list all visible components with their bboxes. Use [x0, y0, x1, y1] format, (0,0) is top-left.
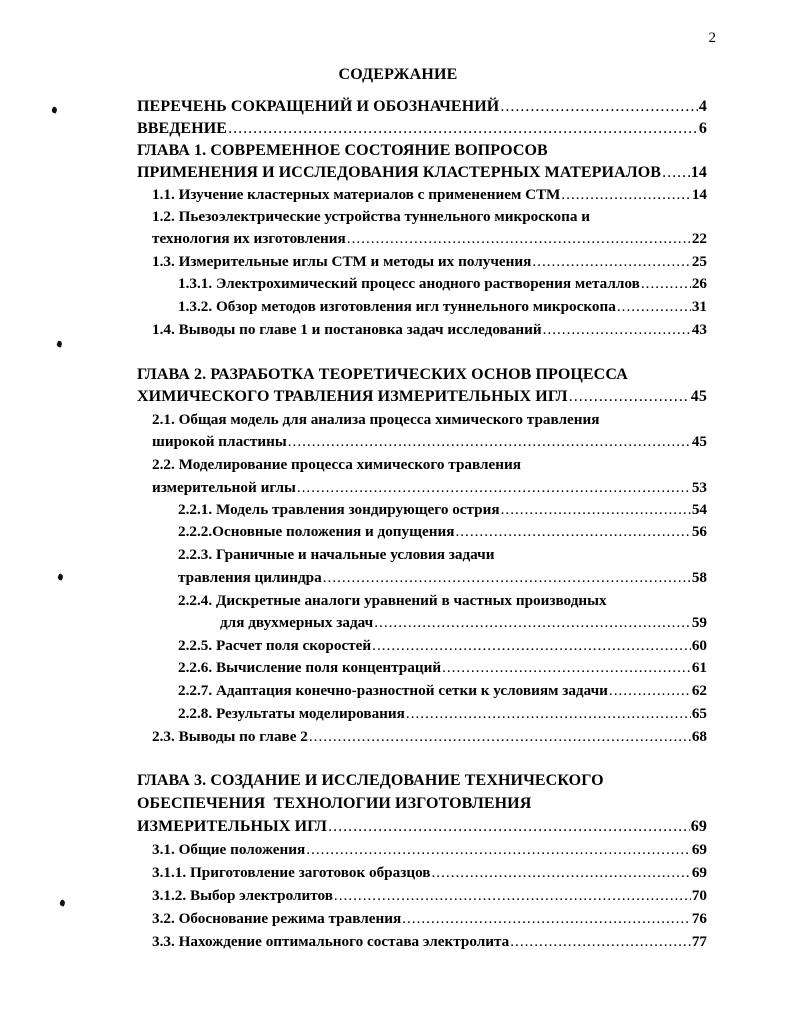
toc-entry-page: 76	[691, 910, 707, 927]
toc-entry[interactable]	[137, 96, 707, 118]
toc-leader	[561, 184, 690, 206]
toc-entry-text: широкой пластины	[152, 433, 287, 450]
page-number: 2	[708, 30, 716, 46]
toc-entry-text: 1.4. Выводы по главе 1 и постановка задач исследований	[152, 321, 542, 338]
toc-leader	[569, 386, 690, 408]
toc-entry-page: 31	[691, 298, 707, 315]
toc-entry-text: травления цилиндра	[178, 569, 322, 586]
toc-entry-page: 53	[691, 479, 707, 496]
toc-entry-line1: 1.2. Пьезоэлектрические устройства туннельного микроскопа и	[152, 208, 591, 225]
toc-entry-line1: 2.2.3. Граничные и начальные условия задачи	[178, 546, 495, 563]
toc-entry-page: 77	[691, 933, 707, 950]
toc-entry-page: 45	[691, 433, 707, 450]
toc-leader	[501, 499, 691, 521]
toc-entry-page: 62	[691, 682, 707, 699]
toc-leader	[510, 931, 691, 953]
toc-entry-line1: 2.2.4. Дискретные аналоги уравнений в частных производных	[178, 592, 607, 609]
toc-leader	[442, 657, 691, 679]
toc-leader	[617, 296, 691, 318]
toc-entry[interactable]	[152, 251, 707, 273]
toc-leader	[402, 908, 691, 930]
toc-entry-text: 3.1. Общие положения	[152, 841, 306, 858]
toc-leader	[288, 431, 691, 453]
toc-entry-text: ХИМИЧЕСКОГО ТРАВЛЕНИЯ ИЗМЕРИТЕЛЬНЫХ ИГЛ	[137, 388, 568, 405]
margin-speck	[51, 106, 58, 114]
toc-leader	[228, 118, 698, 140]
toc-entry-line2: ОБЕСПЕЧЕНИЯ ТЕХНОЛОГИИ ИЗГОТОВЛЕНИЯ	[137, 795, 532, 812]
toc-leader	[532, 251, 690, 273]
toc-entry[interactable]	[178, 703, 707, 725]
toc-entry[interactable]	[137, 162, 707, 184]
toc-entry-text: 2.2.7. Адаптация конечно-разностной сетки к условиям задачи	[178, 682, 608, 699]
toc-entry-page: 61	[691, 659, 707, 676]
toc-entry-text: 1.3.2. Обзор методов изготовления игл туннельного микроскопа	[178, 298, 616, 315]
toc-entry-page: 56	[691, 523, 707, 540]
toc-entry[interactable]	[178, 635, 707, 657]
toc-entry[interactable]	[220, 612, 707, 634]
toc-entry[interactable]	[152, 184, 707, 206]
toc-entry-text: 2.2.6. Вычисление поля концентраций	[178, 659, 442, 676]
toc-entry[interactable]	[152, 319, 707, 341]
toc-entry-page: 45	[690, 388, 707, 405]
toc-entry[interactable]	[152, 908, 707, 930]
toc-entry-line1: 2.1. Общая модель для анализа процесса химического травления	[152, 411, 600, 428]
toc-entry-text: 2.2.5. Расчет поля скоростей	[178, 637, 372, 654]
toc-entry-text: 2.2.2.Основные положения и допущения	[178, 523, 455, 540]
toc-leader	[372, 635, 691, 657]
toc-leader	[309, 726, 691, 748]
toc-entry-text: 1.1. Изучение кластерных материалов с применением СТМ	[152, 186, 561, 203]
toc-entry-line1: ГЛАВА 2. РАЗРАБОТКА ТЕОРЕТИЧЕСКИХ ОСНОВ ПРОЦЕССА	[137, 366, 628, 383]
toc-entry-text: для двухмерных задач	[220, 614, 374, 631]
toc-leader	[662, 162, 690, 184]
toc-leader	[406, 703, 691, 725]
toc-leader	[323, 567, 691, 589]
toc-entry[interactable]	[178, 567, 707, 589]
toc-entry-text: 2.2.1. Модель травления зондирующего острия	[178, 501, 500, 518]
toc-entry-page: 14	[691, 186, 707, 203]
toc-entry[interactable]	[152, 931, 707, 953]
toc-entry-text: 1.3. Измерительные иглы СТМ и методы их получения	[152, 253, 532, 270]
toc-entry-page: 69	[691, 864, 707, 881]
toc-leader	[641, 273, 691, 295]
toc-leader	[334, 885, 691, 907]
toc-entry-page: 54	[691, 501, 707, 518]
toc-leader	[543, 319, 691, 341]
toc-leader	[306, 839, 691, 861]
margin-speck	[56, 340, 63, 348]
toc-entry-page: 59	[691, 614, 707, 631]
toc-entry-page: 58	[691, 569, 707, 586]
toc-leader	[432, 862, 691, 884]
toc-entry-page: 14	[690, 164, 707, 181]
toc-entry[interactable]	[178, 296, 707, 318]
toc-entry[interactable]	[152, 726, 707, 748]
margin-speck	[59, 899, 66, 907]
toc-entry-text: 2.3. Выводы по главе 2	[152, 728, 308, 745]
toc-entry-text: 2.2.8. Результаты моделирования	[178, 705, 405, 722]
toc-entry-text: ВВЕДЕНИЕ	[137, 120, 228, 137]
toc-entry-page: 69	[690, 818, 707, 835]
toc-entry-page: 69	[691, 841, 707, 858]
toc-entry-text: ПРИМЕНЕНИЯ И ИССЛЕДОВАНИЯ КЛАСТЕРНЫХ МАТЕРИАЛОВ	[137, 164, 662, 181]
toc-entry-text: технология их изготовления	[152, 230, 346, 247]
toc-entry[interactable]	[152, 862, 707, 884]
toc-entry-page: 25	[691, 253, 707, 270]
toc-entry[interactable]	[178, 657, 707, 679]
toc-entry[interactable]	[152, 228, 707, 250]
toc-leader	[500, 96, 698, 118]
toc-entry-page: 65	[691, 705, 707, 722]
toc-entry[interactable]	[178, 499, 707, 521]
toc-leader	[347, 228, 691, 250]
toc-leader	[609, 680, 691, 702]
toc-entry-page: 60	[691, 637, 707, 654]
toc-entry-text: 3.3. Нахождение оптимального состава электролита	[152, 933, 510, 950]
toc-leader	[328, 816, 690, 838]
toc-entry-text: измерительной иглы	[152, 479, 296, 496]
toc-entry-line1: ГЛАВА 3. СОЗДАНИЕ И ИССЛЕДОВАНИЕ ТЕХНИЧЕСКОГО	[137, 772, 604, 789]
toc-entry-line1: ГЛАВА 1. СОВРЕМЕННОЕ СОСТОЯНИЕ ВОПРОСОВ	[137, 142, 548, 159]
toc-entry-page: 6	[698, 120, 707, 137]
toc-entry-text: ПЕРЕЧЕНЬ СОКРАЩЕНИЙ И ОБОЗНАЧЕНИЙ	[137, 98, 500, 115]
toc-entry[interactable]	[137, 118, 707, 140]
toc-entry[interactable]	[137, 386, 707, 408]
toc-entry-text: 3.1.1. Приготовление заготовок образцов	[152, 864, 431, 881]
toc-entry[interactable]	[152, 839, 707, 861]
toc-entry[interactable]	[152, 431, 707, 453]
toc-entry-text: ИЗМЕРИТЕЛЬНЫХ ИГЛ	[137, 818, 328, 835]
toc-entry-text: 3.1.2. Выбор электролитов	[152, 887, 333, 904]
toc-leader	[297, 477, 691, 499]
margin-speck	[57, 573, 64, 581]
toc-entry[interactable]	[178, 680, 707, 702]
toc-entry-text: 3.2. Обоснование режима травления	[152, 910, 402, 927]
toc-entry-page: 26	[691, 275, 707, 292]
toc-entry[interactable]	[137, 816, 707, 838]
toc-leader	[374, 612, 691, 634]
toc-entry[interactable]	[152, 477, 707, 499]
toc-entry-page: 43	[691, 321, 707, 338]
toc-entry-text: 1.3.1. Электрохимический процесс анодного растворения металлов	[178, 275, 640, 292]
toc-entry-page: 70	[691, 887, 707, 904]
toc-entry-line1: 2.2. Моделирование процесса химического травления	[152, 456, 521, 473]
toc-entry[interactable]	[178, 521, 707, 543]
toc-entry[interactable]	[152, 885, 707, 907]
toc-entry-page: 68	[691, 728, 707, 745]
toc-leader	[455, 521, 690, 543]
toc-entry-page: 4	[698, 98, 707, 115]
toc-entry[interactable]	[178, 273, 707, 295]
page-title: СОДЕРЖАНИЕ	[338, 66, 458, 83]
toc-entry-page: 22	[691, 230, 707, 247]
